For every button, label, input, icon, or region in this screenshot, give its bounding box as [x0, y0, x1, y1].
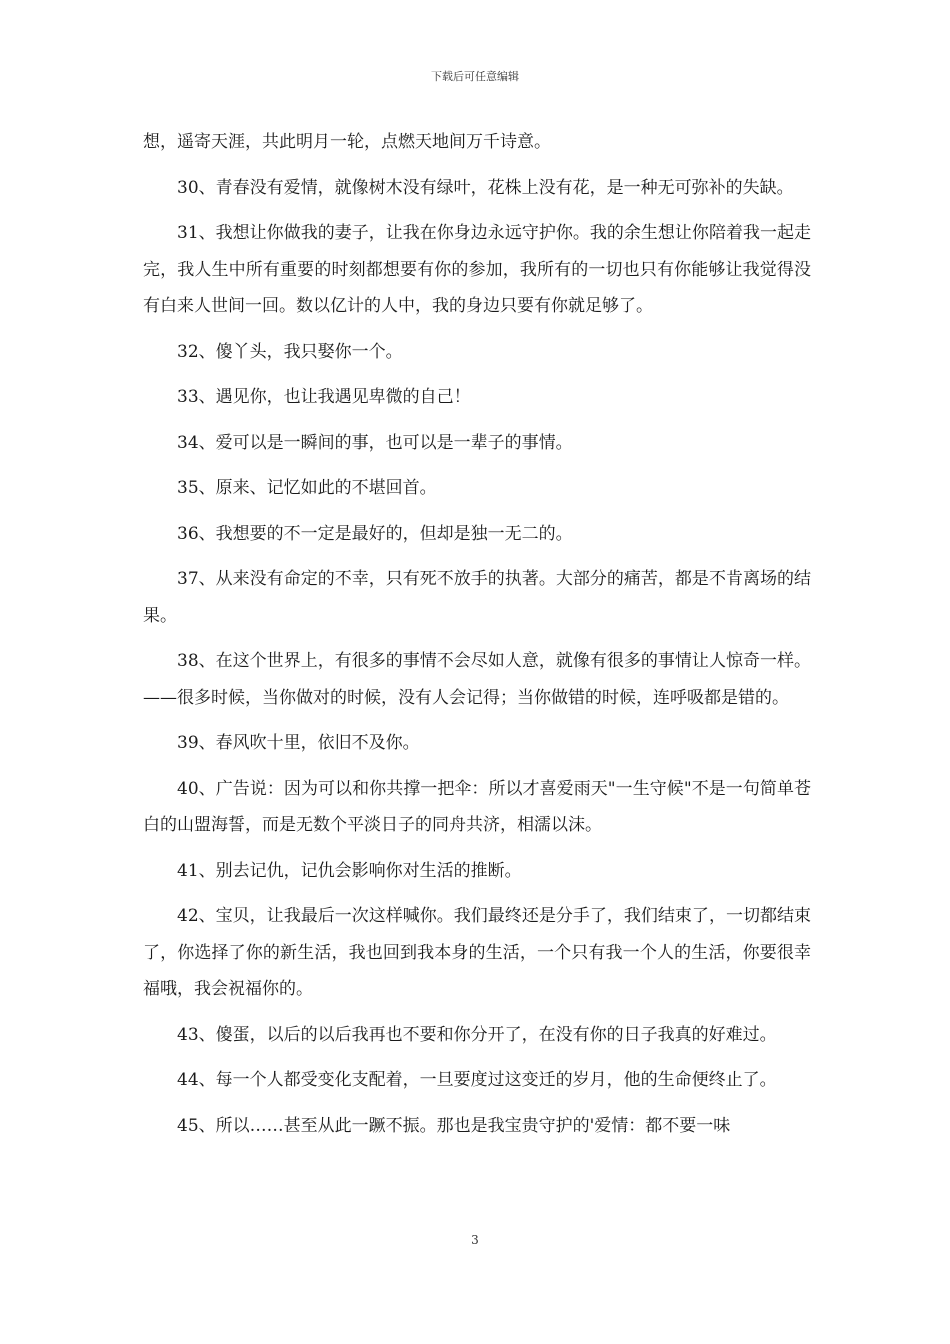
- paragraph: 想，遥寄天涯，共此明月一轮，点燃天地间万千诗意。: [143, 132, 551, 152]
- paragraph: 40、广告说：因为可以和你共撑一把伞：所以才喜爱雨天"一生守候"不是一句简单苍白的山盟海誓，而是无数个平淡日子的同舟共济，相濡以沫。: [143, 778, 811, 835]
- paragraph: 45、所以……甚至从此一蹶不振。那也是我宝贵守护的'爱情：都不要一味: [177, 1115, 731, 1136]
- paragraph: 44、每一个人都受变化支配着，一旦要度过这变迁的岁月，他的生命便终止了。: [177, 1070, 777, 1090]
- paragraph: 36、我想要的不一定是最好的，但却是独一无二的。: [177, 523, 573, 544]
- paragraph: 31、我想让你做我的妻子，让我在你身边永远守护你。我的余生想让你陪着我一起走完，我人生中所有重要的时刻都想要有你的参加，我所有的一切也只有你能够让我觉得没有白来人世间一回。数以亿计的人中，我的身边只要有你就足够了。: [143, 223, 811, 316]
- paragraph: 38、在这个世界上，有很多的事情不会尽如人意，就像有很多的事情让人惊奇一样。——很多时候，当你做对的时候，没有人会记得；当你做错的时候，连呼吸都是错的。: [143, 651, 811, 708]
- page-header: 下载后可任意编辑: [431, 70, 519, 83]
- paragraph: 39、春风吹十里，依旧不及你。: [177, 733, 420, 753]
- paragraph: 30、青春没有爱情，就像树木没有绿叶，花株上没有花，是一种无可弥补的失缺。: [177, 177, 794, 198]
- paragraph: 42、宝贝，让我最后一次这样喊你。我们最终还是分手了，我们结束了，一切都结束了，你选择了你的新生活，我也回到我本身的生活，一个只有我一个人的生活，你要很幸福哦，我会祝福你的。: [143, 906, 811, 999]
- paragraph: 37、从来没有命定的不幸，只有死不放手的执著。大部分的痛苦，都是不肯离场的结果。: [143, 569, 811, 626]
- paragraph: 43、傻蛋，以后的以后我再也不要和你分开了，在没有你的日子我真的好难过。: [177, 1024, 777, 1045]
- paragraph: 41、别去记仇，记仇会影响你对生活的推断。: [177, 860, 522, 881]
- paragraph: 35、原来、记忆如此的不堪回首。: [177, 478, 437, 498]
- page-number: 3: [471, 1233, 479, 1247]
- paragraph: 33、遇见你，也让我遇见卑微的自己！: [177, 387, 471, 407]
- paragraph: 34、爱可以是一瞬间的事，也可以是一辈子的事情。: [177, 432, 573, 453]
- paragraph: 32、傻丫头，我只娶你一个。: [177, 341, 403, 362]
- document-body: [143, 124, 811, 1153]
